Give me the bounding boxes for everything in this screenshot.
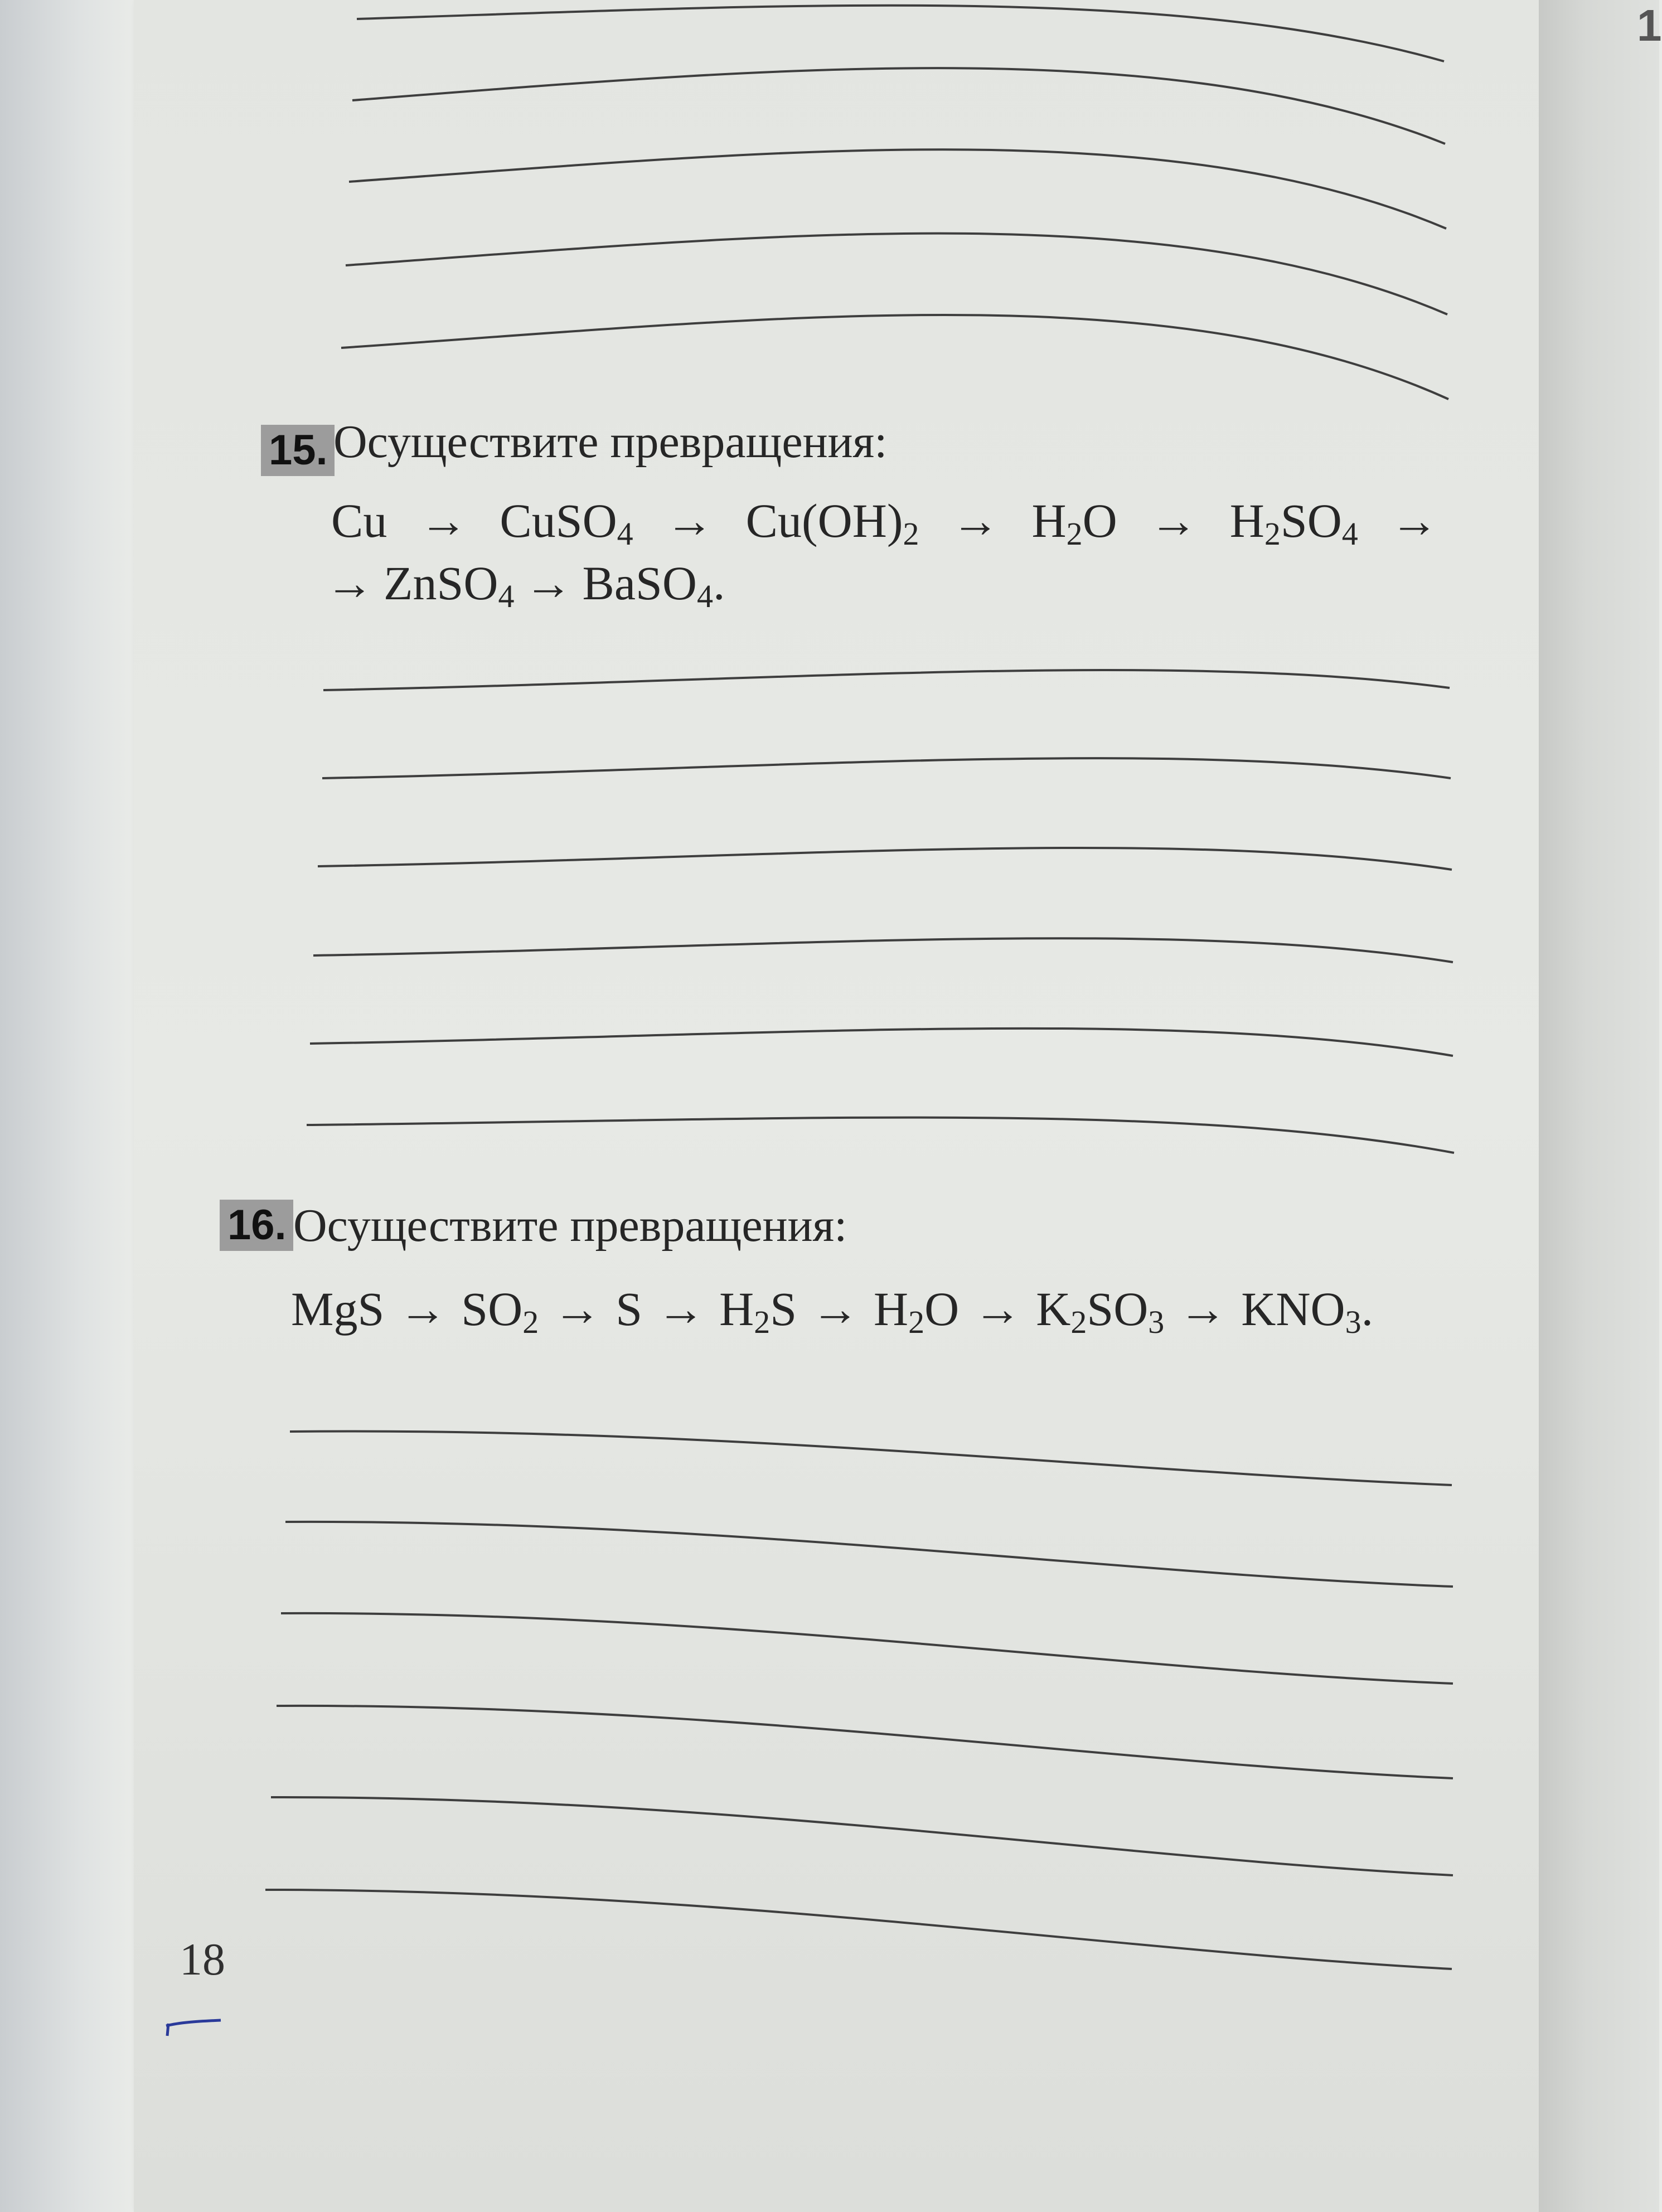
reaction-arrow: → — [657, 1282, 705, 1336]
chemical-formula: MgS — [291, 1282, 385, 1336]
reaction-arrow: → — [553, 1282, 602, 1336]
reaction-arrow: → — [951, 494, 1000, 547]
exercise-number-badge: 16. — [220, 1200, 293, 1251]
chemical-formula: $H_2S$ — [719, 1282, 797, 1340]
answer-line — [285, 1522, 1453, 1587]
reaction-arrow: → — [811, 1282, 860, 1336]
answer-line — [307, 1118, 1454, 1153]
chemical-formula: $H_2O$ — [1031, 494, 1117, 552]
reaction-chain-line-1 — [331, 493, 1471, 552]
reaction-chain-line — [291, 1281, 1388, 1340]
chemical-formula: $SO_2$ — [461, 1282, 539, 1340]
reaction-chain-line-2 — [326, 555, 735, 614]
answer-line — [323, 670, 1450, 690]
chemical-formula: $K_2SO_3$ — [1036, 1282, 1165, 1340]
chemical-formula: CuSO$_4$ — [500, 494, 633, 552]
reaction-arrow: → — [1179, 1282, 1227, 1336]
exercise-instruction: Осуществите превращения: — [333, 416, 888, 468]
reaction-arrow: → — [524, 556, 573, 610]
pen-mark — [163, 2007, 224, 2040]
answer-line — [357, 6, 1444, 61]
answer-line — [322, 758, 1451, 778]
chemical-formula: BaSO$_4$. — [582, 556, 725, 614]
reaction-arrow: → — [1149, 494, 1198, 547]
answer-line — [313, 938, 1453, 962]
reaction-arrow: → — [399, 1282, 447, 1336]
chemical-formula: $KNO_3$. — [1241, 1282, 1374, 1340]
answer-line — [310, 1029, 1453, 1056]
reaction-arrow: → — [665, 494, 714, 547]
reaction-arrow: → — [419, 494, 468, 547]
reaction-arrow: → — [326, 556, 374, 610]
chemical-formula: $H_2O$ — [874, 1282, 960, 1340]
answer-line — [346, 234, 1447, 314]
corner-mark: 1 — [1637, 1, 1662, 50]
reaction-arrow: → — [973, 1282, 1022, 1336]
answer-line — [271, 1797, 1453, 1875]
exercise-instruction: Осуществите превращения: — [293, 1200, 847, 1251]
answer-line — [341, 315, 1448, 399]
exercise-number-badge: 15. — [261, 425, 335, 476]
page-number: 18 — [180, 1934, 225, 1985]
chemical-formula: Cu — [331, 494, 387, 547]
answer-line — [290, 1431, 1452, 1485]
answer-line — [352, 68, 1445, 144]
reaction-arrow: → — [1390, 494, 1438, 547]
answer-line — [277, 1706, 1453, 1778]
answer-line — [281, 1613, 1453, 1684]
chemical-formula: S — [616, 1282, 643, 1336]
answer-line — [349, 149, 1446, 229]
answer-line — [318, 848, 1452, 870]
chemical-formula: ZnSO$_4$ — [384, 556, 515, 614]
chemical-formula: $H_2SO_4$ — [1229, 494, 1358, 552]
answer-line — [265, 1890, 1452, 1969]
chemical-formula: $Cu(OH)_2$ — [745, 494, 919, 552]
